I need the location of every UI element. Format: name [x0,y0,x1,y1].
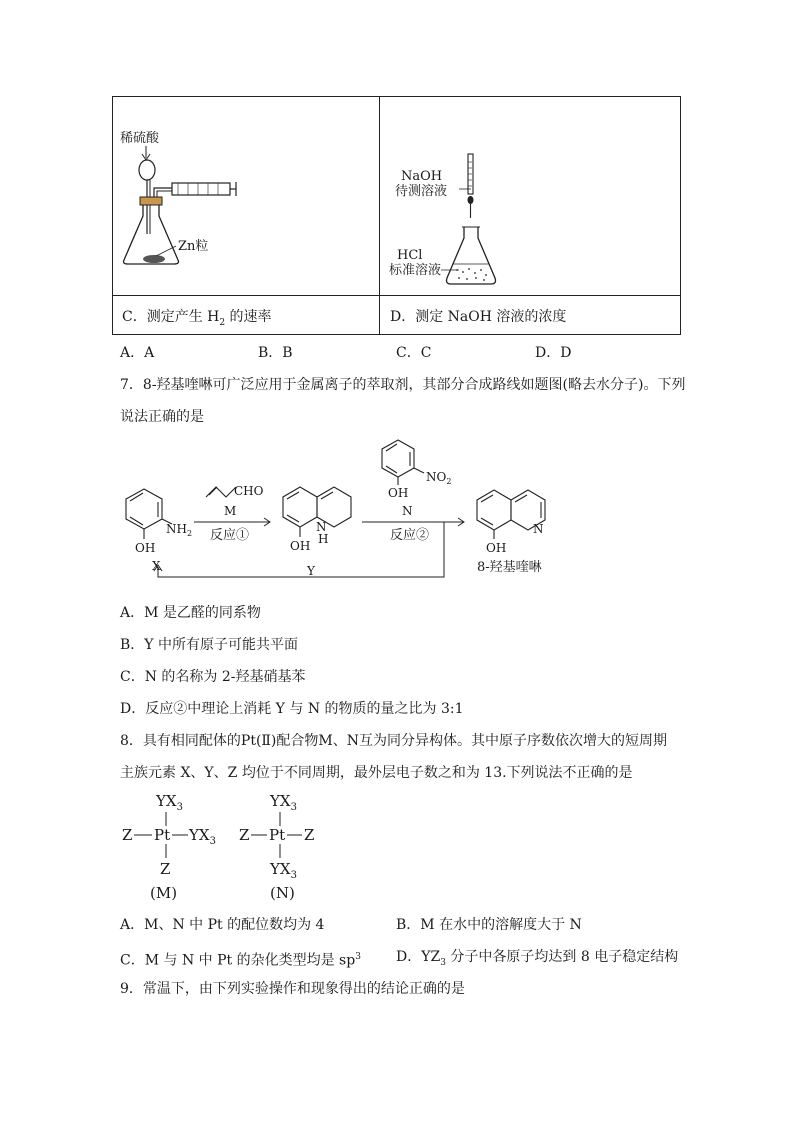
q7-option-d: D．反应②中理论上消耗 Y 与 N 的物质的量之比为 3:1 [120,701,464,717]
label-hcl: HCl [397,248,423,263]
apparatus-c-diagram [112,96,378,294]
svg-text:Pt: Pt [269,826,286,844]
q8-stem-line2: 主族元素 X、Y、Z 均位于不同周期，最外层电子数之和为 13.下列说法不正确的是 [120,765,633,781]
table-divider-horizontal [113,295,680,296]
svg-text:YX3: $YX_3$ [189,826,216,847]
reaction-1-label: 反应① [210,528,250,543]
label-y: Y [307,564,315,578]
reagent-m-label: M [224,504,237,518]
product-ring-n-label: N [533,522,544,536]
q7-synthesis-scheme [110,435,570,595]
svg-text:Z: Z [160,860,171,878]
q6-option-d: D．D [535,345,572,361]
acrolein-cho-label: CHO [234,484,264,498]
svg-text:YX3: $YX_3$ [270,860,297,881]
q8-isomer-structures [112,788,342,906]
compound-n-structure [382,440,424,485]
n-oh-label: OH [388,486,409,500]
option-c-caption: C．测定产生 $H_2$ 的速率 [122,309,272,328]
q8-option-a: A．M、N 中 Pt 的配位数均为 4 [120,917,325,933]
label-8-hydroxyquinoline: 8-羟基喹啉 [477,560,542,575]
label-naoh: NaOH [401,169,443,184]
q9-stem: 9．常温下，由下列实验操作和现象得出的结论正确的是 [120,981,465,997]
svg-text:YX3: $YX_3$ [270,792,297,813]
product-oh-label: OH [486,541,507,555]
label-x: X [152,559,161,573]
q7-option-a: A．M 是乙醛的同系物 [120,605,261,621]
q8-stem-line1: 8．具有相同配体的Pt(Ⅱ)配合物M、N互为同分异构体。其中原子序数依次增大的短周期 [120,733,667,749]
y-h-label: H [318,532,329,546]
apparatus-d-diagram [379,96,681,294]
q6-option-c: C．C [396,345,432,361]
reaction-2-label: 反应② [390,528,430,543]
n-no2-label: $NO_2$ [426,470,452,486]
q7-option-c: C．N 的名称为 2-羟基硝基苯 [120,669,306,685]
q8-option-d: D．$YZ_3$ 分子中各原子均达到 8 电子稳定结构 [396,949,679,968]
svg-text:Pt: Pt [154,826,171,844]
acrolein-structure [206,487,236,497]
isomer-n-label: (N) [270,884,295,902]
label-solution-to-be-tested: 待测溶液 [395,184,448,199]
x-nh2-label: $NH_2$ [166,522,193,538]
svg-text:Z: Z [239,826,250,844]
isomer-n-structure [239,792,314,902]
q6-option-a: A．A [120,345,155,361]
y-oh-label: OH [290,539,311,553]
isomer-m-label: (M) [150,884,178,902]
q7-stem-line2: 说法正确的是 [120,409,204,425]
option-d-caption: D．测定 NaOH 溶液的浓度 [390,309,567,325]
x-oh-label: OH [135,541,156,555]
q6-option-b: B．B [258,345,293,361]
reagent-n-label: N [402,504,413,518]
isomer-m-structure [122,792,216,902]
label-dilute-sulfuric-acid: 稀硫酸 [120,131,160,146]
svg-text:Z: Z [304,826,315,844]
label-standard-solution: 标准溶液 [389,263,442,278]
y-nh-label: N [316,520,327,534]
svg-text:Z: Z [122,826,133,844]
label-zn-granules: Zn粒 [178,239,209,254]
q7-stem-line1: 7．8-羟基喹啉可广泛应用于金属离子的萃取剂，其部分合成路线如题图(略去水分子)。下列 [120,377,686,393]
q7-option-b: B．Y 中所有原子可能共平面 [120,637,298,653]
q8-option-c: C．M 与 N 中 Pt 的杂化类型均是 $sp^3$ [120,952,361,969]
svg-text:YX3: $YX_3$ [156,792,183,813]
q8-option-b: B．M 在水中的溶解度大于 N [396,917,582,933]
